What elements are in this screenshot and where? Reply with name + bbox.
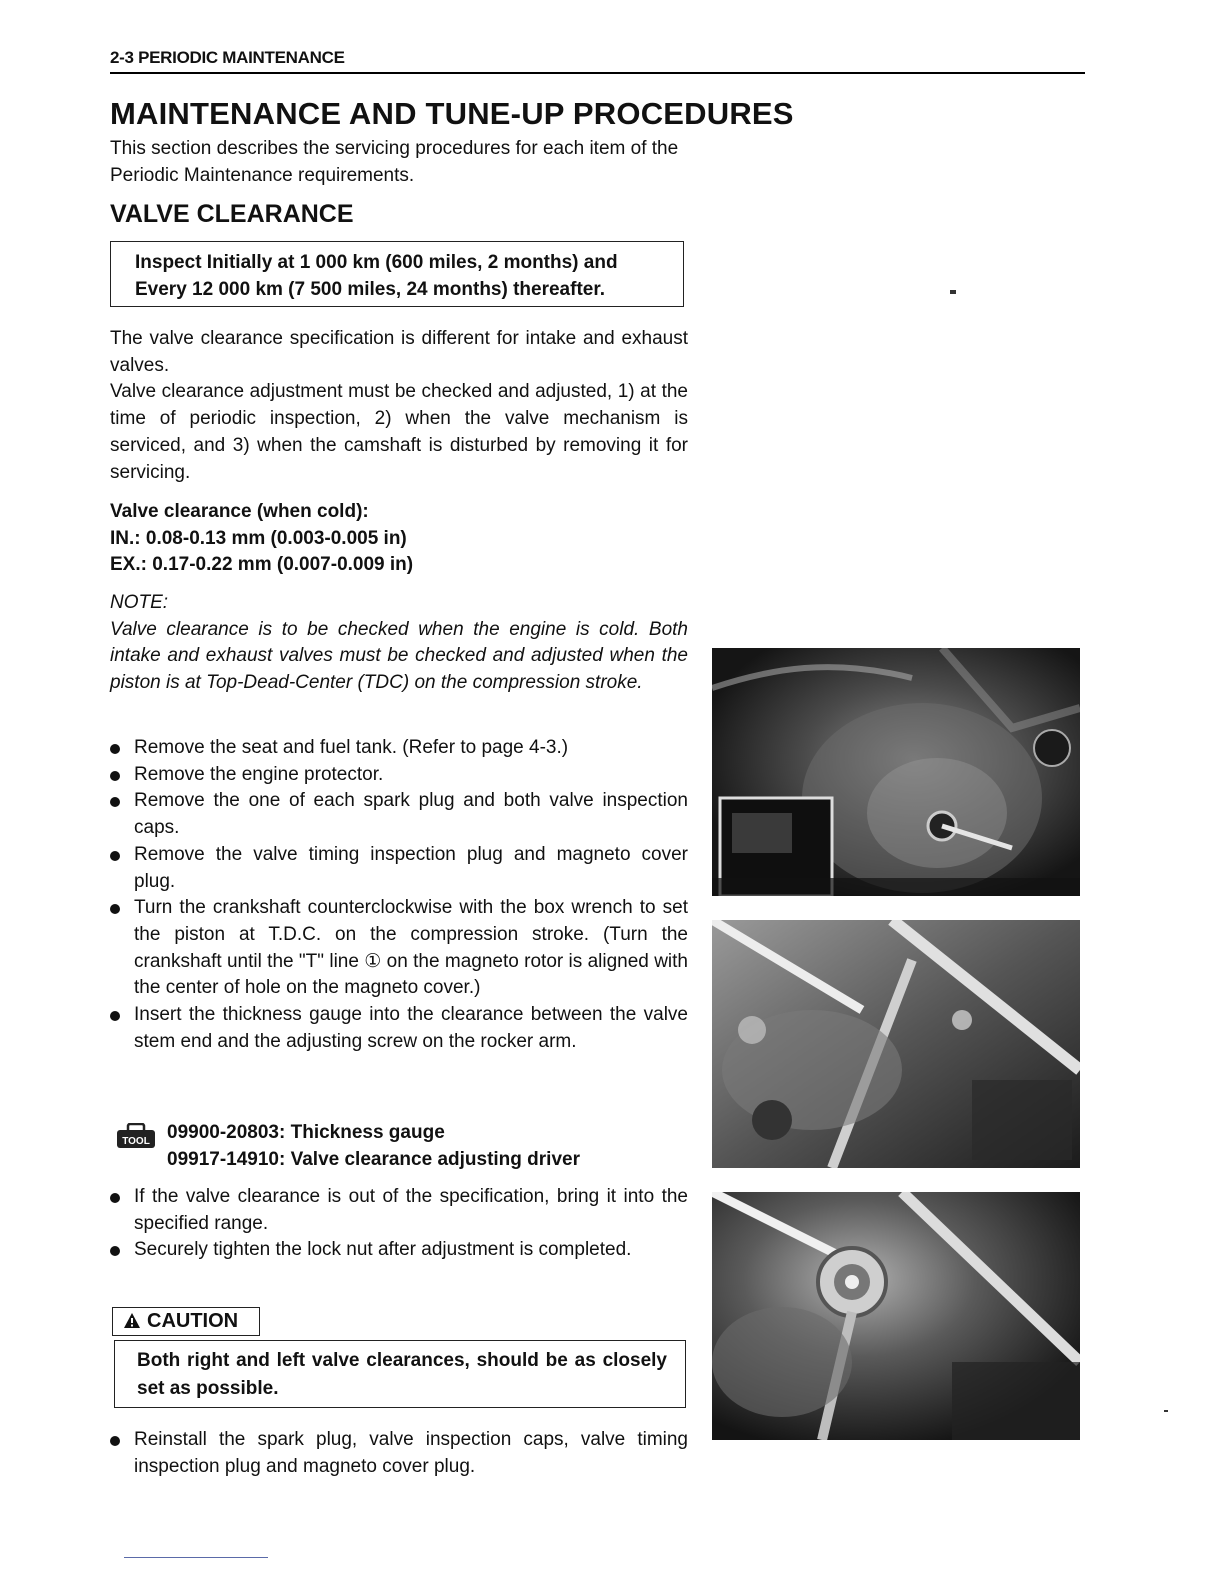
tool-item: 09900-20803: Thickness gauge [167, 1122, 445, 1143]
tool-icon-label: TOOL [122, 1136, 150, 1147]
special-tools [110, 1119, 688, 1173]
bullet-icon [110, 1193, 120, 1203]
inspection-interval-text [135, 249, 618, 303]
running-header [110, 46, 1085, 74]
inspection-interval-box [110, 241, 684, 307]
note-block [110, 590, 688, 697]
list-item: Insert the thickness gauge into the clearance between the valve stem end and the adjusting screw on the rocker arm. [110, 1002, 688, 1055]
engine-photo-3 [712, 1192, 1080, 1440]
inspection-line-1: Inspect Initially at 1 000 km (600 miles, 2 months) and [135, 252, 618, 273]
caution-label [112, 1307, 260, 1336]
description-paragraph-1: The valve clearance specification is different for intake and exhaust valves. [110, 328, 688, 376]
bullet-icon [110, 1011, 120, 1021]
spec-intake: IN.: 0.08-0.13 mm (0.003-0.005 in) [110, 527, 407, 549]
section-header-text: 2-3 PERIODIC MAINTENANCE [110, 48, 345, 67]
scan-speck [950, 290, 956, 294]
page-title: MAINTENANCE AND TUNE-UP PROCEDURES [110, 96, 794, 131]
list-item: Remove the one of each spark plug and both valve inspection caps. [110, 788, 688, 841]
spec-heading: Valve clearance (when cold): [110, 501, 369, 522]
list-item: Remove the engine protector. [110, 762, 688, 789]
final-steps [110, 1427, 688, 1480]
inspection-line-2: Every 12 000 km (7 500 miles, 24 months) thereafter. [135, 279, 605, 300]
list-item: Securely tighten the lock nut after adjustment is completed. [110, 1237, 688, 1264]
toolbox-icon [116, 1123, 156, 1149]
list-item: If the valve clearance is out of the specification, bring it into the specified range. [110, 1184, 688, 1237]
intro-text: This section describes the servicing procedures for each item of the Periodic Maintenance requirements. [110, 138, 679, 186]
bullet-icon [110, 1246, 120, 1256]
section-title: VALVE CLEARANCE [110, 200, 354, 228]
note-text: Valve clearance is to be checked when the engine is cold. Both intake and exhaust valves must be checked and adjusted when the piston is at Top-Dead-Center (TDC) on the compression stroke. [110, 618, 688, 694]
procedure-steps [110, 735, 688, 1055]
footer-rule [124, 1557, 268, 1558]
bullet-icon [110, 904, 120, 914]
caution-label-text: CAUTION [147, 1310, 239, 1332]
engine-photo-1 [712, 648, 1080, 896]
bullet-icon [110, 797, 120, 807]
bullet-icon [110, 1436, 120, 1446]
bullet-icon [110, 771, 120, 781]
tool-item: 09917-14910: Valve clearance adjusting driver [167, 1149, 580, 1170]
list-item: Turn the crankshaft counterclockwise with the box wrench to set the piston at T.D.C. on the compression stroke. (Turn the crankshaft until the "T" line ① on the magneto rotor is aligned with the center of hole on the magneto cover.) [110, 895, 688, 1002]
engine-photo-2 [712, 920, 1080, 1168]
caution-box [114, 1340, 686, 1408]
spec-exhaust: EX.: 0.17-0.22 mm (0.007-0.009 in) [110, 554, 414, 576]
description-block [110, 326, 688, 486]
bullet-icon [110, 851, 120, 861]
caution-text: Both right and left valve clearances, should be as closely set as possible. [137, 1350, 667, 1399]
warning-triangle-icon [123, 1312, 141, 1329]
valve-clearance-spec [110, 499, 688, 579]
note-label: NOTE: [110, 592, 169, 613]
adjustment-steps [110, 1184, 688, 1264]
scan-speck [1164, 1410, 1168, 1412]
list-item: Reinstall the spark plug, valve inspection caps, valve timing inspection plug and magneto cover plug. [110, 1427, 688, 1480]
list-item: Remove the valve timing inspection plug and magneto cover plug. [110, 842, 688, 895]
intro-paragraph [110, 136, 688, 189]
description-paragraph-2: Valve clearance adjustment must be checked and adjusted, 1) at the time of periodic inspection, 2) when the valve mechanism is serviced, and 3) when the camshaft is disturbed by removing it for servicing. [110, 381, 688, 483]
bullet-icon [110, 744, 120, 754]
list-item: Remove the seat and fuel tank. (Refer to page 4-3.) [110, 735, 688, 762]
